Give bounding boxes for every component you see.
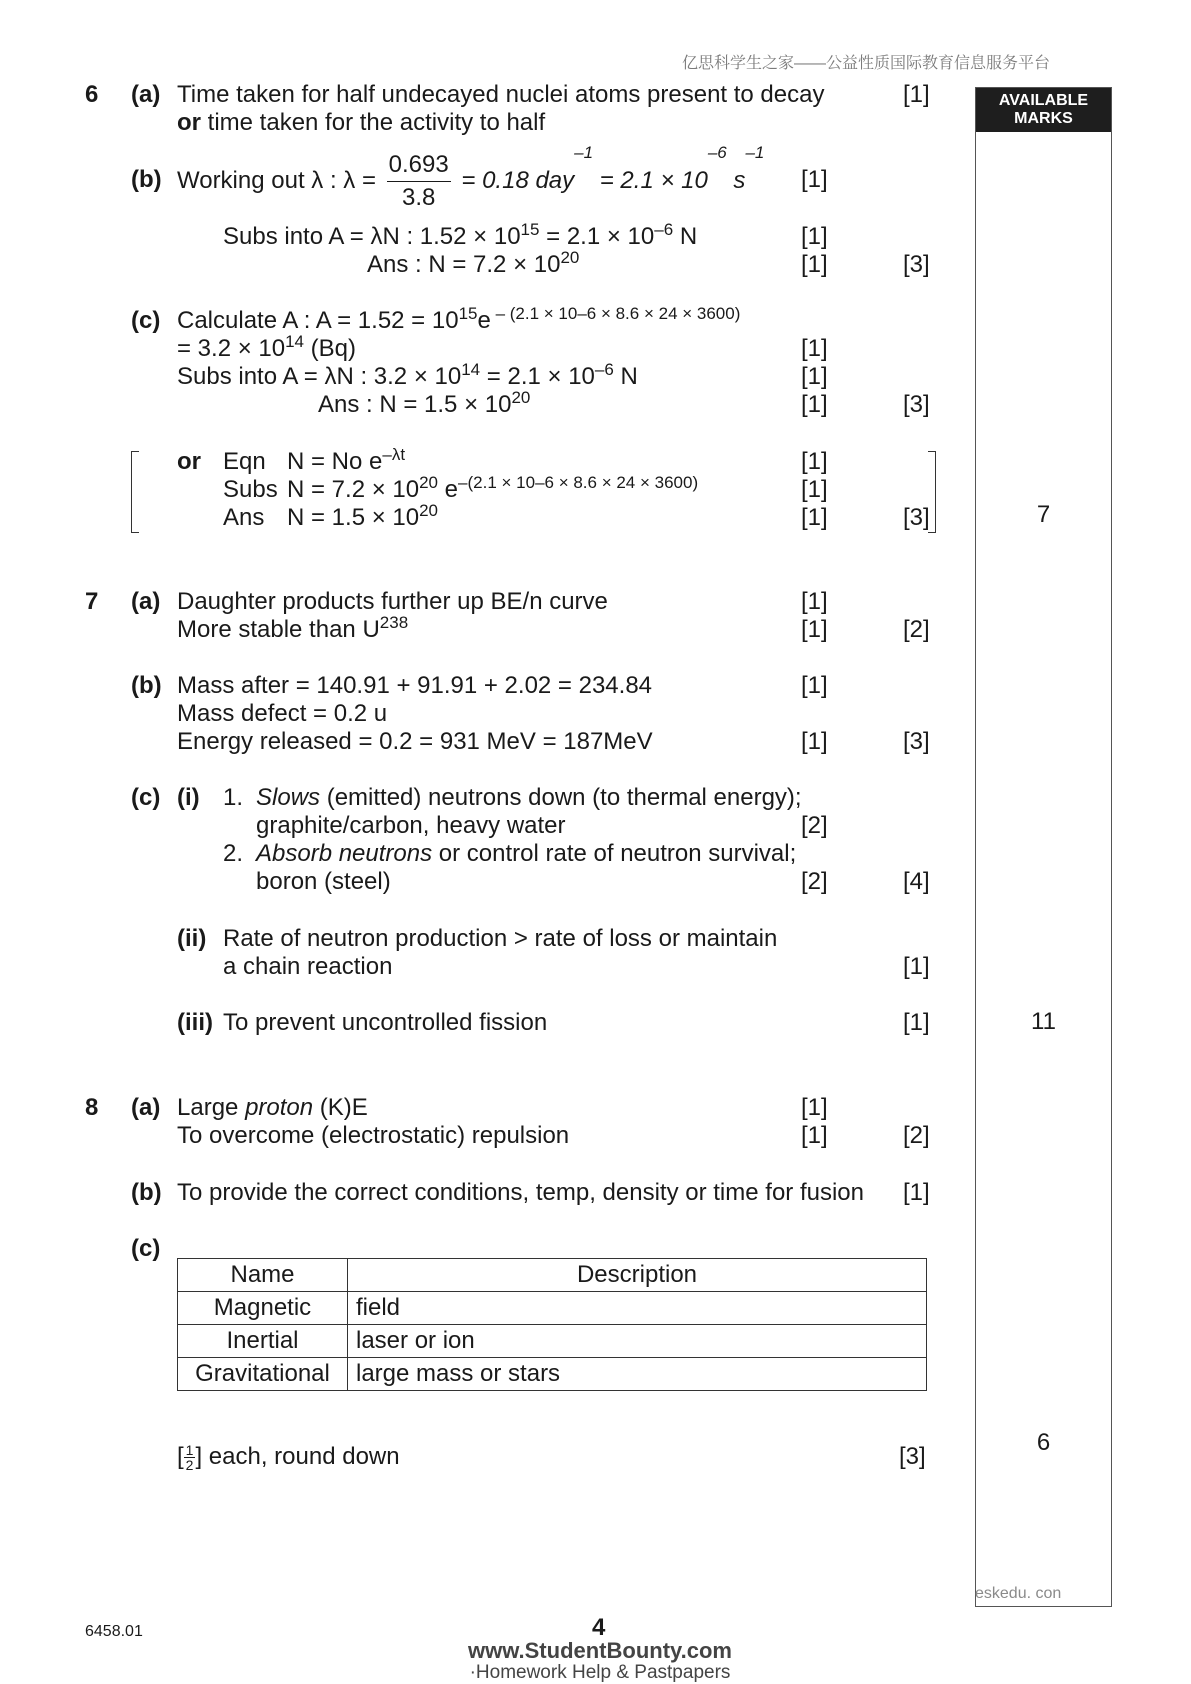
q6c-eq bbox=[177, 332, 357, 363]
q6b-subs-c: N bbox=[673, 223, 698, 250]
q6-alt-subs-exp2: –(2.1 × 10–6 × 8.6 × 24 × 3600) bbox=[458, 473, 699, 492]
q8c-note-open: [ bbox=[177, 1443, 184, 1470]
fusion-methods-table bbox=[177, 1258, 927, 1391]
q8a-line1 bbox=[177, 1094, 368, 1122]
half-denominator: 2 bbox=[185, 1457, 194, 1474]
table-header-row bbox=[178, 1259, 927, 1292]
q6a-mark: [1] bbox=[903, 81, 930, 108]
q6-alt-ans-a: N = 1.5 × 10 bbox=[287, 504, 420, 531]
q6c-label: (c) bbox=[131, 307, 161, 334]
q7ci-item2-italic: Absorb neutrons bbox=[256, 840, 433, 867]
q6c-eq-a: = 3.2 × 10 bbox=[177, 335, 286, 362]
q7cii-line2: a chain reaction bbox=[223, 953, 393, 980]
q6b-result-exp: –1 bbox=[574, 143, 594, 162]
q6b-fraction bbox=[387, 149, 451, 214]
q8b-label: (b) bbox=[131, 1179, 162, 1206]
q6-alt-subs-label: Subs bbox=[223, 476, 278, 503]
q8b-total: [1] bbox=[903, 1179, 930, 1206]
q6b-mark1: [1] bbox=[801, 166, 828, 193]
q8-available-marks: 6 bbox=[1036, 1429, 1051, 1456]
q7a-total: [2] bbox=[903, 616, 930, 643]
q7a-line1: Daughter products further up BE/n curve bbox=[177, 588, 608, 615]
q6b-working-prefix: Working out λ : λ = bbox=[177, 167, 376, 194]
q6c-mark1: [1] bbox=[801, 335, 828, 362]
q6c-subs-b: = 2.1 × 10 bbox=[480, 363, 595, 390]
q6b-total: [3] bbox=[903, 251, 930, 278]
q8-number: 8 bbox=[85, 1094, 99, 1121]
q6c-calc-exp: 15 bbox=[458, 304, 478, 323]
half-fraction bbox=[184, 1443, 196, 1472]
q7b-total: [3] bbox=[903, 728, 930, 755]
q7ci-item2 bbox=[256, 840, 796, 868]
q6-alt-subs-a: N = 7.2 × 10 bbox=[287, 476, 420, 503]
q6-alt-eqn-a: N = No e bbox=[287, 448, 383, 475]
q7ci-item2-rest: or control rate of neutron survival; bbox=[432, 840, 797, 867]
marks-title: MARKS bbox=[1014, 110, 1073, 127]
q6b-subs-b: = 2.1 × 10 bbox=[539, 223, 655, 250]
q7ci-item2-line2: boron (steel) bbox=[256, 868, 391, 895]
q8a-line1-italic: proton bbox=[245, 1094, 314, 1121]
q7b-line2: Mass defect = 0.2 u bbox=[177, 700, 388, 727]
q7ci-mark2: [2] bbox=[801, 868, 828, 895]
available-marks-title: AVAILABLE bbox=[998, 92, 1089, 109]
q7ciii-line1: To prevent uncontrolled fission bbox=[223, 1009, 548, 1036]
q6b-result-c: s bbox=[726, 167, 746, 194]
q6-alt-eqn bbox=[287, 445, 406, 476]
q6b-subs-exp2: –6 bbox=[654, 220, 674, 239]
logo-tagline: ·Homework Help & Pastpapers bbox=[469, 1662, 731, 1683]
q6c-mark3: [1] bbox=[801, 391, 828, 418]
q6b-numerator: 0.693 bbox=[387, 149, 451, 182]
q8c-total: [3] bbox=[899, 1443, 926, 1470]
q7a-mark2: [1] bbox=[801, 616, 828, 643]
q6-alt-total: [3] bbox=[903, 504, 930, 531]
q8a-label: (a) bbox=[131, 1094, 161, 1121]
q6c-subs-a: Subs into A = λN : 3.2 × 10 bbox=[177, 363, 462, 390]
q7b-mark1: [1] bbox=[801, 672, 828, 699]
q7a-mark1: [1] bbox=[801, 588, 828, 615]
q7ci-item2-num: 2. bbox=[223, 840, 244, 867]
q6-alt-ans-exp: 20 bbox=[419, 501, 439, 520]
q6c-eq-b: (Bq) bbox=[304, 335, 357, 362]
q6c-eq-exp: 14 bbox=[285, 332, 305, 351]
q6c-ans-exp: 20 bbox=[511, 388, 531, 407]
q6c-calc-b: e bbox=[477, 307, 491, 334]
side-watermark: eskedu. con bbox=[975, 1585, 1062, 1602]
studentbounty-logo bbox=[440, 1640, 760, 1684]
table-cell-name: Magnetic bbox=[178, 1292, 348, 1325]
logo-site: www.StudentBounty.com bbox=[468, 1638, 732, 1663]
q6-alt-mark1: [1] bbox=[801, 448, 828, 475]
q6b-subs-exp: 15 bbox=[520, 220, 540, 239]
q6b-mark2: [1] bbox=[801, 223, 828, 250]
table-row bbox=[178, 1292, 927, 1325]
q6b-ans-exp: 20 bbox=[560, 248, 580, 267]
q6b-ans bbox=[367, 248, 580, 279]
q6-alt-subs bbox=[287, 473, 699, 504]
table-cell-name: Gravitational bbox=[178, 1358, 348, 1391]
q6c-ans bbox=[318, 388, 531, 419]
q6b-subs-a: Subs into A = λN : 1.52 × 10 bbox=[223, 223, 521, 250]
q7ciii-total: [1] bbox=[903, 1009, 930, 1036]
table-header-name: Name bbox=[178, 1259, 348, 1292]
table-cell-description: field bbox=[348, 1292, 927, 1325]
table-header-description: Description bbox=[348, 1259, 927, 1292]
q8a-mark1: [1] bbox=[801, 1094, 828, 1121]
q7ci-item1-rest: (emitted) neutrons down (to thermal energy); bbox=[320, 784, 802, 811]
q6b-result-b: = 2.1 × 10 bbox=[593, 167, 708, 194]
q6-alt-subs-b: e bbox=[438, 476, 459, 503]
q8b-line1: To provide the correct conditions, temp, density or time for fusion bbox=[177, 1179, 864, 1206]
q7c-label: (c) bbox=[131, 784, 161, 811]
q7cii-label: (ii) bbox=[177, 925, 207, 952]
q6-alt-ans bbox=[287, 501, 439, 532]
q7cii-total: [1] bbox=[903, 953, 930, 980]
q7b-line1: Mass after = 140.91 + 91.91 + 2.02 = 234.84 bbox=[177, 672, 653, 699]
q6a-line2 bbox=[177, 109, 545, 137]
q8a-line2: To overcome (electrostatic) repulsion bbox=[177, 1122, 570, 1149]
q7ci-mark1: [2] bbox=[801, 812, 828, 839]
q7a-line2-exp: 238 bbox=[379, 613, 409, 632]
q6a-label: (a) bbox=[131, 81, 161, 108]
q7b-line3: Energy released = 0.2 = 931 MeV = 187MeV bbox=[177, 728, 653, 755]
q6c-calc-a: Calculate A : A = 1.52 = 10 bbox=[177, 307, 459, 334]
q8a-total: [2] bbox=[903, 1122, 930, 1149]
q7a-label: (a) bbox=[131, 588, 161, 615]
q6a-line1: Time taken for half undecayed nuclei atoms present to decay bbox=[177, 81, 825, 108]
q8c-note-text: ] each, round down bbox=[195, 1443, 400, 1470]
q7ci-item1 bbox=[256, 784, 802, 812]
q6b-ans-a: Ans : N = 7.2 × 10 bbox=[367, 251, 561, 278]
q6-number: 6 bbox=[85, 81, 99, 108]
q7b-label: (b) bbox=[131, 672, 162, 699]
q6c-ans-a: Ans : N = 1.5 × 10 bbox=[318, 391, 512, 418]
available-marks-column bbox=[975, 87, 1112, 1607]
q6c-subs bbox=[177, 360, 638, 391]
q6c-subs-c: N bbox=[613, 363, 638, 390]
table-cell-description: laser or ion bbox=[348, 1325, 927, 1358]
q6b-subs bbox=[223, 220, 698, 251]
q6c-calc-exp2: – (2.1 × 10–6 × 8.6 × 24 × 3600) bbox=[490, 304, 741, 323]
q6-alt-subs-exp: 20 bbox=[419, 473, 439, 492]
q6-alt-ans-label: Ans bbox=[223, 504, 265, 531]
q6c-calc bbox=[177, 304, 741, 335]
q6c-total: [3] bbox=[903, 391, 930, 418]
q7a-line2 bbox=[177, 613, 409, 644]
q7ci-item1-italic: Slows bbox=[256, 784, 321, 811]
available-marks-header bbox=[976, 88, 1111, 132]
q6-alt-mark3: [1] bbox=[801, 504, 828, 531]
q7-available-marks: 11 bbox=[1031, 1008, 1056, 1035]
q8c-note bbox=[177, 1440, 400, 1474]
q7-number: 7 bbox=[85, 588, 99, 615]
q7ci-total: [4] bbox=[903, 868, 930, 895]
q7ci-label: (i) bbox=[177, 784, 200, 811]
q7cii-line1: Rate of neutron production > rate of loss or maintain bbox=[223, 925, 778, 952]
table-cell-name: Inertial bbox=[178, 1325, 348, 1358]
q8a-line1-b: (K)E bbox=[313, 1094, 368, 1121]
alt-bracket-left bbox=[131, 451, 139, 533]
q6b-result-exp2: –6 bbox=[707, 143, 727, 162]
q6b-result-a: = 0.18 day bbox=[461, 167, 575, 194]
q6-alt-or: or bbox=[177, 448, 201, 475]
q6c-mark2: [1] bbox=[801, 363, 828, 390]
q6-alt-mark2: [1] bbox=[801, 476, 828, 503]
q6b-denominator: 3.8 bbox=[402, 184, 436, 212]
q7ci-item1-line2: graphite/carbon, heavy water bbox=[256, 812, 566, 839]
q6b-result-exp3: –1 bbox=[745, 143, 765, 162]
q6c-subs-exp: 14 bbox=[461, 360, 481, 379]
paper-code: 6458.01 bbox=[85, 1623, 143, 1640]
q6b-label: (b) bbox=[131, 166, 162, 193]
q7a-line2-text: More stable than U bbox=[177, 616, 380, 643]
table-row bbox=[178, 1358, 927, 1391]
q7ci-item1-num: 1. bbox=[223, 784, 244, 811]
q6a-line2-text: time taken for the activity to half bbox=[201, 109, 546, 136]
q6-alt-eqn-exp: –λt bbox=[382, 445, 406, 464]
q6b-working bbox=[177, 143, 765, 216]
q6a-or: or bbox=[177, 109, 201, 136]
half-numerator: 1 bbox=[185, 1442, 194, 1459]
q8a-mark2: [1] bbox=[801, 1122, 828, 1149]
q6c-subs-exp2: –6 bbox=[594, 360, 614, 379]
q7ciii-label: (iii) bbox=[177, 1009, 213, 1036]
q7b-mark3: [1] bbox=[801, 728, 828, 755]
table-cell-description: large mass or stars bbox=[348, 1358, 927, 1391]
page-number: 4 bbox=[592, 1614, 606, 1641]
table-row bbox=[178, 1325, 927, 1358]
q6b-result bbox=[461, 143, 765, 194]
q8c-label: (c) bbox=[131, 1235, 161, 1262]
q6b-mark3: [1] bbox=[801, 251, 828, 278]
q6-available-marks: 7 bbox=[1036, 501, 1051, 528]
q8a-line1-a: Large bbox=[177, 1094, 246, 1121]
header-watermark: 亿思科学生之家——公益性质国际教育信息服务平台 bbox=[682, 55, 1051, 72]
q6-alt-eqn-label: Eqn bbox=[223, 448, 266, 475]
